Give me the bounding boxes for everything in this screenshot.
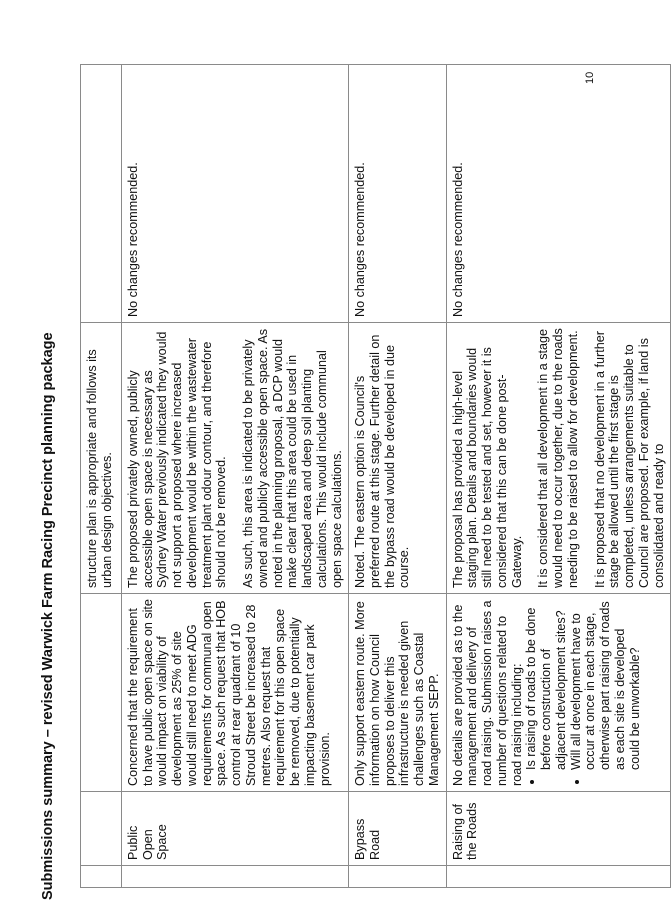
response-paragraph: It is proposed that no development in a further stage be allowed until the first stage is completed, unless arrangements suitable to Council are proposed. For example, if land is consolidated and ready to — [592, 331, 666, 588]
response-cell — [81, 323, 122, 594]
table-row — [122, 65, 349, 888]
blank-cell — [349, 866, 446, 888]
bullet-item: • Will all development have to occur at once in each stage, otherwise part raising of roads as each site is developed could be unworkable? — [569, 599, 643, 770]
response-paragraph: As such, this area is indicated to be privately owned and publicly accessible open space. As noted in the planning proposal, a DCP would make clear that this area could be used in landscaped area and deep soil planting calculations. This would include communal open space calculations. — [241, 328, 344, 588]
recommendation-cell — [81, 65, 122, 323]
submission-cell — [81, 594, 122, 792]
table-row — [81, 65, 122, 888]
bullet-item: • Is raising of roads to be done before construction of adjacent development sites? — [524, 599, 568, 770]
response-paragraph: structure plan is appropriate and follows its urban design objectives. — [85, 349, 114, 588]
submission-cell: Only support eastern route. More information on how Council proposes to deliver this infrastructure is needed given challenges such as Coastal Management SEPP. — [349, 594, 446, 792]
submission-text: No details are provided as to the management and delivery of road raising. Submission raises a number of questions related to road raising including: — [450, 600, 524, 786]
submissions-table — [80, 64, 671, 888]
bullet-list — [524, 599, 642, 786]
blank-cell — [446, 866, 671, 888]
submission-cell: Concerned that the requirement to have public open space on site would impact on viability of development as 25% of site would still need to meet ADG requirements for communal open space. As such request that HOB control at rear quadrant of 10 Stroud Street be increased to 28 metres. Also request that requirement for this open space be removed, due to potentially impacting basement car park provision. — [122, 594, 349, 792]
response-cell — [349, 323, 446, 594]
response-paragraph: It is considered that all development in a stage would need to occur together, due to the roads needing to be raised to allow for development. — [536, 328, 580, 588]
response-paragraph: The proposal has provided a high-level staging plan. Details and boundaries would still need to be tested and set, however it is considered that this can be done post-Gateway. — [450, 347, 524, 588]
page-title: Submissions summary – revised Warwick Farm Racing Precinct planning package — [40, 332, 56, 900]
response-paragraph: The proposed privately owned, publicly accessible open space is necessary as Sydney Water previously indicated they would not support a proposed where increased development would be within the wastewater treatment plant odour contour, and therefore should not be removed. — [126, 331, 229, 588]
page-number: 10 — [584, 71, 596, 84]
issue-cell: Raising of the Roads — [446, 792, 671, 866]
response-cell — [122, 323, 349, 594]
response-cell — [446, 323, 671, 594]
table-row — [446, 65, 671, 888]
table-row — [349, 65, 446, 888]
issue-cell: Public Open Space — [122, 792, 349, 866]
issue-cell — [81, 792, 122, 866]
issue-cell: Bypass Road — [349, 792, 446, 866]
submission-cell — [446, 594, 671, 792]
blank-cell — [122, 866, 349, 888]
recommendation-cell: No changes recommended. — [446, 65, 671, 323]
recommendation-cell: No changes recommended. — [349, 65, 446, 323]
blank-cell — [81, 866, 122, 888]
recommendation-cell: No changes recommended. — [122, 65, 349, 323]
response-paragraph: Noted. The eastern option is Council's preferred route at this stage. Further detail on the bypass road would be developed in due course. — [353, 334, 412, 588]
